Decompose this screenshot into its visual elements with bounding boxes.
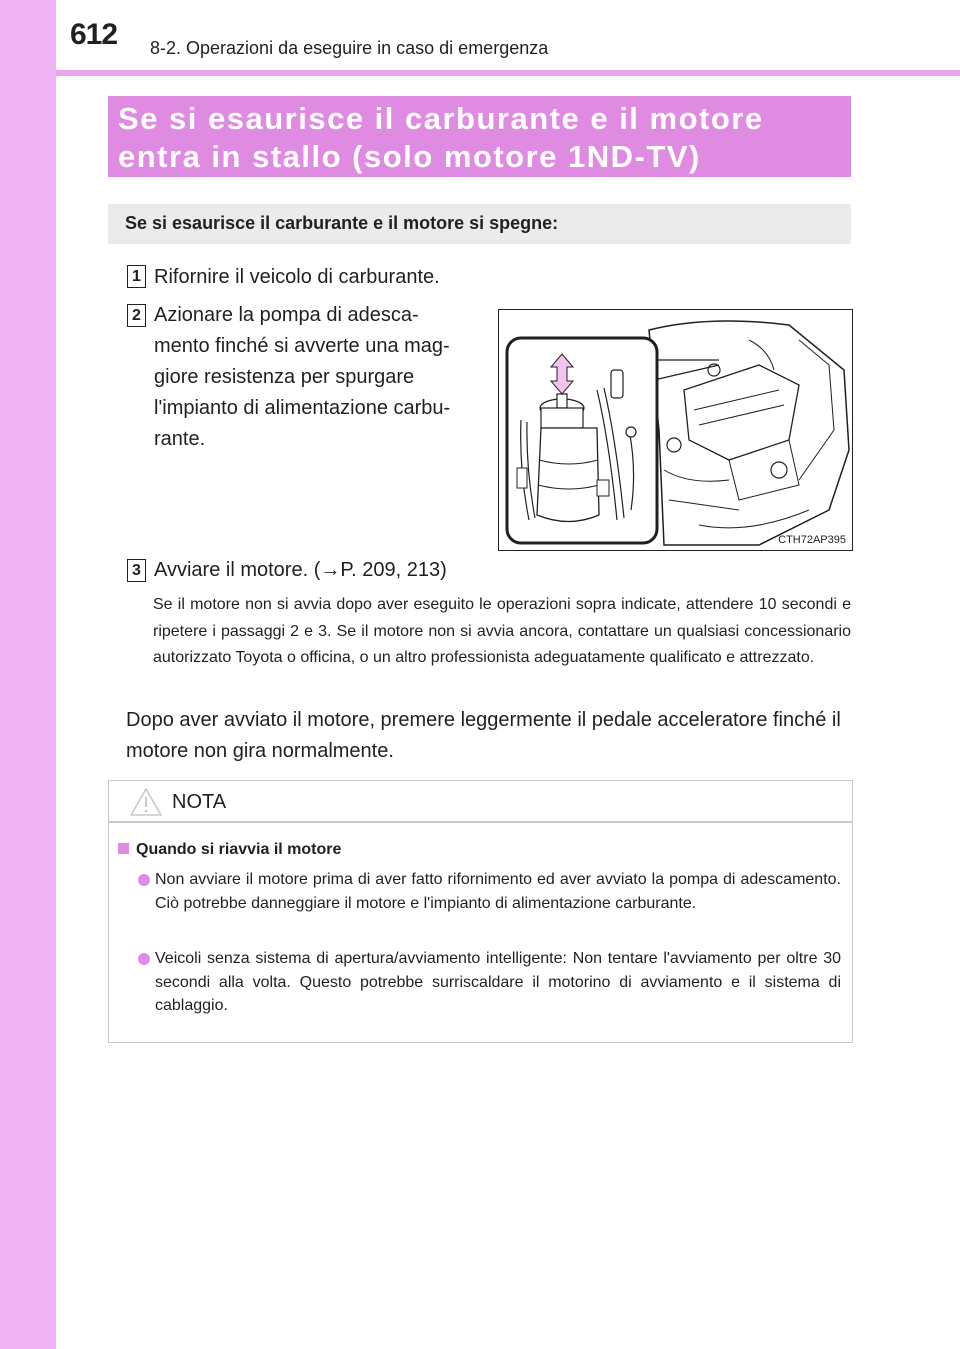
nota-title-text: Quando si riavvia il motore [136,841,342,858]
nota-box [108,780,853,1043]
after-start-paragraph: Dopo aver avviato il motore, premere leggermente il pedale acceleratore finché il motore non gira normalmente. [126,709,841,762]
restart-note: Se il motore non si avvia dopo aver eseguito le operazioni sopra indicate, attendere 10 secondi e ripetere i passaggi 2 e 3. Se il motore non si avvia ancora, contattare un qualsiasi concessionario autorizzato Toyota o officina, o un altro professionista adeguatamente qualificato e attrezzato. [153,596,851,666]
engine-fuel-pump-illustration [499,310,852,550]
bullet-icon [138,874,150,886]
step-3-page-ref: P. 209, 213) [340,559,447,581]
nota-title [118,841,341,859]
illustration-code: CTH72AP395 [778,534,846,546]
step-1-text: Rifornire il veicolo di carburante. [154,266,440,288]
section-title: 8-2. Operazioni da eseguire in caso di emergenza [150,38,549,58]
nota-item: Non avviare il motore prima di aver fatto rifornimento ed aver avviato la pompa di adescamento. Ciò potrebbe danneggiare il motore e l'impianto di alimentazione carburante. [155,871,841,912]
subheading-box [108,204,851,244]
bullet-icon [138,953,150,965]
warning-triangle-icon [129,787,163,817]
step-2-line: giore resistenza per spurgare [154,366,415,388]
nota-label: NOTA [172,791,227,813]
subheading: Se si esaurisce il carburante e il motore si spegne: [125,213,559,233]
step-2-line: l'impianto di alimentazione carbu- [154,397,451,419]
step-3-text [154,555,447,586]
nota-divider [109,821,852,823]
step-2-line: rante. [154,428,206,450]
step-2-line: mento finché si avverte una mag- [154,335,450,357]
side-tab [0,0,56,1349]
arrow-icon: → [320,559,341,581]
step-3-text-before: Avviare il motore. ( [154,559,321,581]
header-rule [56,70,960,76]
page-title: Se si esaurisce il carburante e il motore entra in stallo (solo motore 1ND-TV) [118,101,764,174]
step-number-1: 1 [127,265,146,288]
page-number: 612 [70,18,118,51]
step-number-3: 3 [127,559,146,582]
square-bullet-icon [118,843,129,854]
step-2-line: Azionare la pompa di adesca- [154,304,419,326]
nota-item: Veicoli senza sistema di apertura/avviamento intelligente: Non tentare l'avviamento per oltre 30 secondi alla volta. Questo potrebbe surriscaldare il motorino di avviamento e il sistema di cablaggio. [155,950,841,1014]
engine-illustration [498,309,853,551]
step-number-2: 2 [127,304,146,327]
